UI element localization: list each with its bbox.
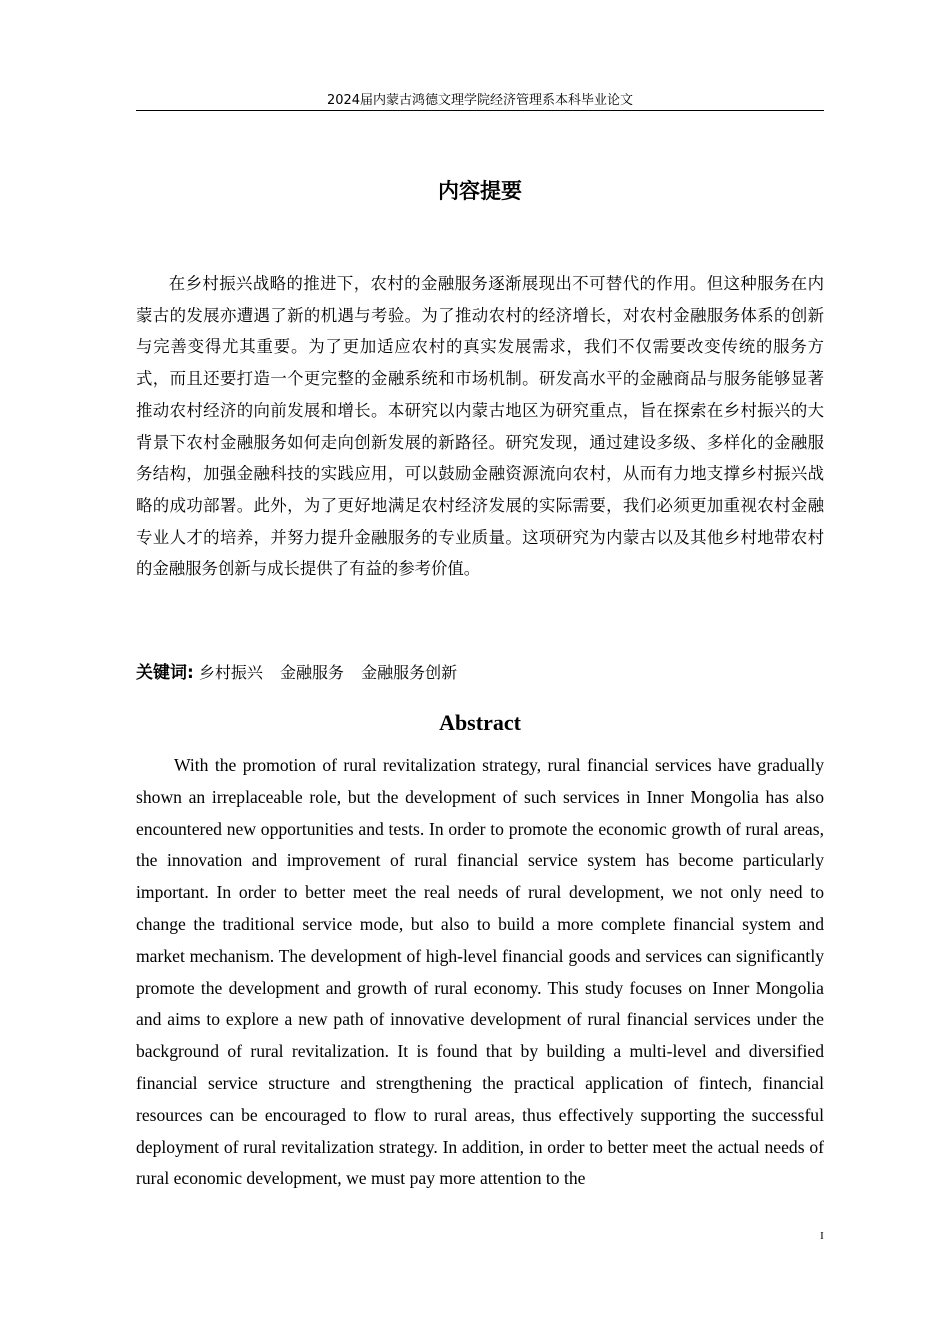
header-rule [136, 110, 824, 111]
english-abstract-title: Abstract [439, 710, 521, 735]
keyword-item: 金融服务 [280, 663, 345, 682]
keyword-item: 乡村振兴 [198, 663, 263, 682]
keywords-line [136, 658, 824, 688]
running-header: 2024届内蒙古鸿德文理学院经济管理系本科毕业论文 [326, 93, 634, 108]
chinese-abstract-title: 内容提要 [438, 179, 522, 203]
keyword-item: 金融服务创新 [361, 663, 458, 682]
keywords-label: 关键词: [136, 663, 194, 683]
chinese-abstract-body: 在乡村振兴战略的推进下，农村的金融服务逐渐展现出不可替代的作用。但这种服务在内蒙古的发展亦遭遇了新的机遇与考验。为了推动农村的经济增长，对农村金融服务体系的创新与完善变得尤其重要。为了更加适应农村的真实发展需求，我们不仅需要改变传统的服务方式，而且还要打造一个更完整的金融系统和市场机制。研发高水平的金融商品与服务能够显著推动农村经济的向前发展和增长。本研究以内蒙古地区为研究重点，旨在探索在乡村振兴的大背景下农村金融服务如何走向创新发展的新路径。研究发现，通过建设多级、多样化的金融服务结构，加强金融科技的实践应用，可以鼓励金融资源流向农村，从而有力地支撑乡村振兴战略的成功部署。此外，为了更好地满足农村经济发展的实际需要，我们必须更加重视农村金融专业人才的培养，并努力提升金融服务的专业质量。这项研究为内蒙古以及其他乡村地带农村的金融服务创新与成长提供了有益的参考价值。 [136, 274, 824, 579]
english-abstract-body: With the promotion of rural revitalization strategy, rural financial services have gradually shown an irreplaceable role, but the development of such services in Inner Mongolia has also encountered new opportunities and tests. In order to promote the economic growth of rural areas, the innovation and improvement of rural financial service system has become particularly important. In order to better meet the real needs of rural development, we not only need to change the traditional service mode, but also to build a more complete financial system and market mechanism. The development of high-level financial goods and services can significantly promote the development and growth of rural economy. This study focuses on Inner Mongolia and aims to explore a new path of innovative development of rural financial services under the background of rural revitalization. It is found that by building a multi-level and diversified financial service structure and strengthening the practical application of fintech, financial resources can be encouraged to flow to rural areas, thus effectively supporting the successful deployment of rural revitalization strategy. In addition, in order to better meet the actual needs of rural economic development, we must pay more attention to the [136, 755, 824, 1189]
page-number: I [820, 1230, 824, 1242]
